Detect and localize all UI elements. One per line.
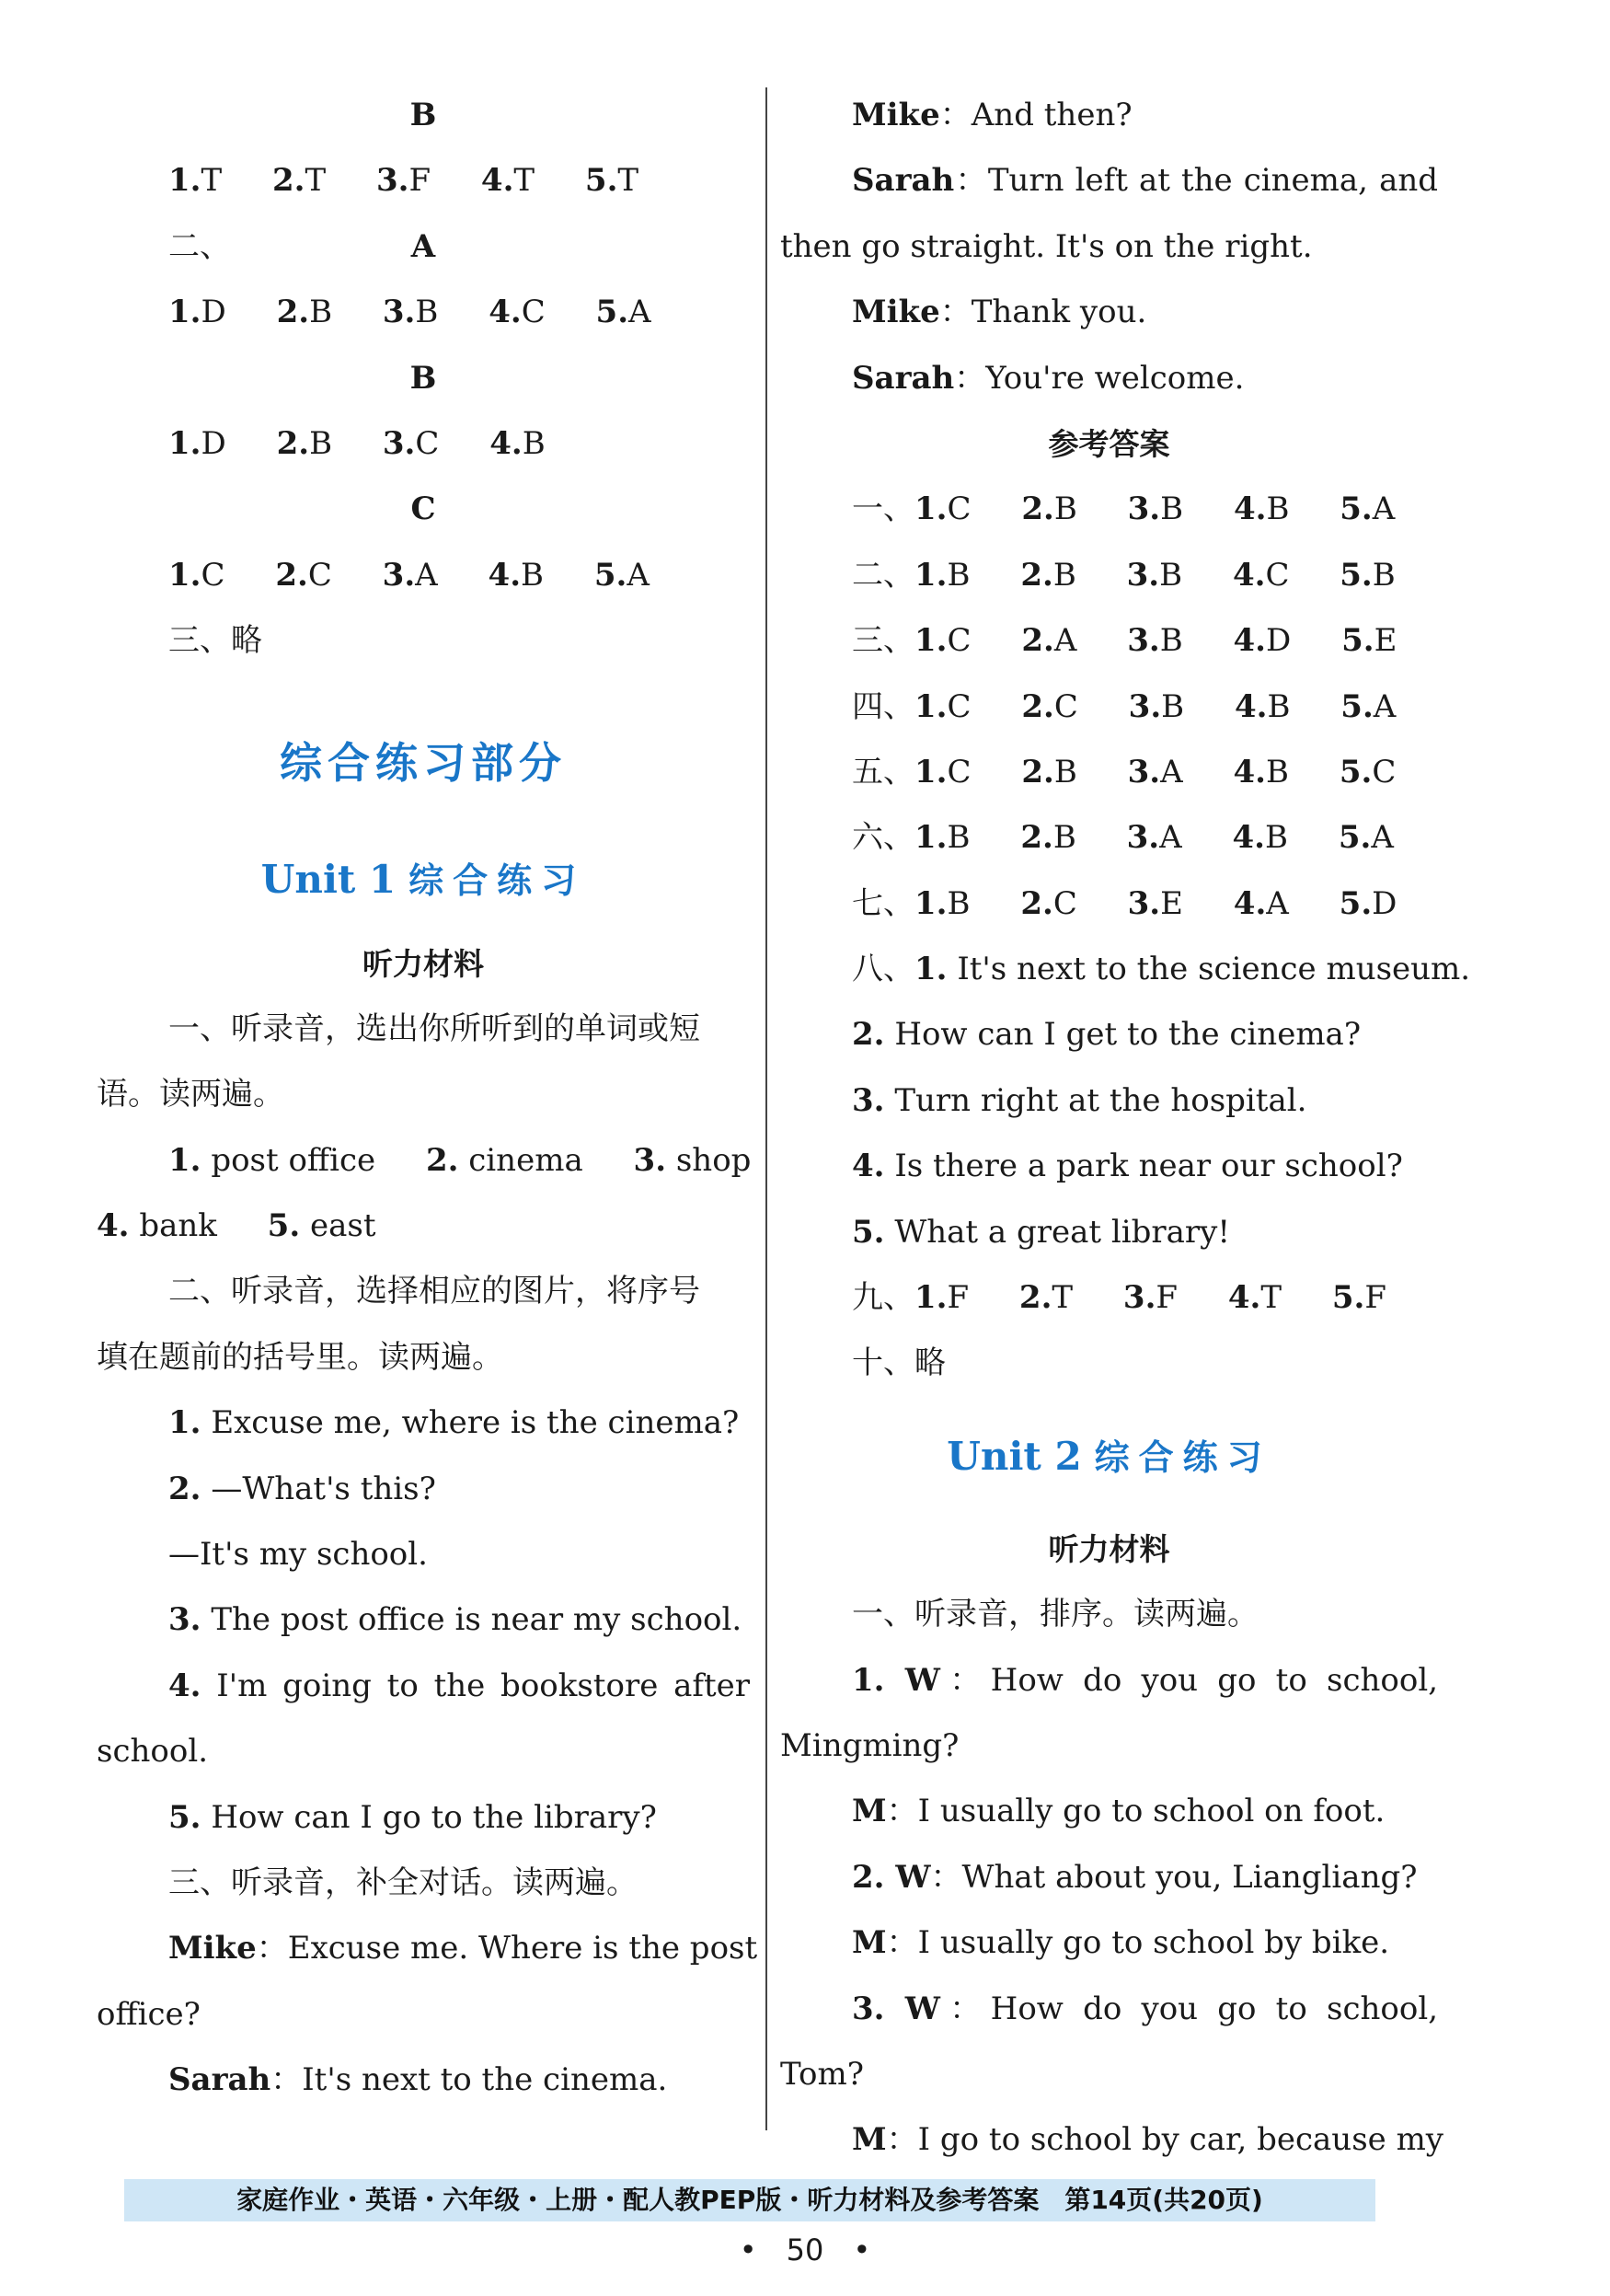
- sentence: 5. How can I go to the library?: [168, 1798, 657, 1836]
- section-ten-omitted: 十、略: [852, 1344, 946, 1382]
- dialogue-line: then go straight. It's on the right.: [780, 227, 1313, 265]
- page-number: • 50 •: [739, 2233, 871, 2267]
- answer-sentence: 八、1. It's next to the science museum.: [852, 951, 1471, 988]
- answer-row: 1.D 2.B 3.B 4.C 5.A: [168, 294, 651, 331]
- answer-row: 1.T 2.T 3.F 4.T 5.T: [168, 162, 639, 200]
- dialogue-line: 2. W：What about you, Liangliang?: [852, 1858, 1418, 1896]
- section-two-heading: 二、 A: [168, 227, 436, 265]
- sentence: 2. —What's this?: [168, 1470, 436, 1507]
- dialogue-line: office?: [97, 1995, 201, 2033]
- answer-sentence: 4. Is there a park near our school?: [852, 1148, 1403, 1185]
- answer-sentence: 2. How can I get to the cinema?: [852, 1016, 1362, 1054]
- sentence: school.: [97, 1733, 209, 1771]
- word-list: 1. post office 2. cinema 3. shop: [168, 1141, 752, 1179]
- part-b-heading: B: [409, 97, 437, 133]
- word-list: 4. bank 5. east: [97, 1207, 376, 1245]
- column-divider: [765, 87, 767, 2130]
- right-column: [780, 83, 1471, 2174]
- answer-sentence: 5. What a great library!: [852, 1213, 1231, 1251]
- dialogue-line: Tom?: [780, 2055, 864, 2093]
- answer-row: 七、1.B 2.C 3.E 4.A 5.D: [852, 884, 1397, 922]
- listening-title: 听力材料: [362, 945, 484, 982]
- sentence: 1. Excuse me, where is the cinema?: [168, 1404, 740, 1442]
- answer-row: 二、1.B 2.B 3.B 4.C 5.B: [852, 556, 1396, 594]
- unit1-title: Unit 1 综合练习: [260, 856, 586, 902]
- answer-row: 九、1.F 2.T 3.F 4.T 5.F: [852, 1279, 1386, 1317]
- sentence: —It's my school.: [168, 1536, 428, 1574]
- answer-row: 一、1.C 2.B 3.B 4.B 5.A: [852, 490, 1396, 528]
- unit2-title: Unit 2 综合练习: [947, 1433, 1271, 1479]
- question-two-text: 填在题前的括号里。读两遍。: [97, 1338, 503, 1376]
- listening-title: 听力材料: [1048, 1530, 1170, 1567]
- dialogue-line: Sarah：You're welcome.: [852, 359, 1245, 397]
- left-column: [97, 83, 758, 2114]
- dialogue-line: 1. W：How do you go to school,: [852, 1661, 1439, 1699]
- dialogue-line: Mike：Thank you.: [852, 294, 1147, 331]
- question-two-text: 二、听录音，选择相应的图片，将序号: [168, 1273, 700, 1310]
- answers-title: 参考答案: [1048, 425, 1170, 462]
- dialogue-line: Sarah：Turn left at the cinema, and: [852, 162, 1439, 200]
- part-c-heading: C: [410, 490, 436, 528]
- dialogue-line: Mike：And then?: [852, 97, 1133, 133]
- answer-row: 六、1.B 2.B 3.A 4.B 5.A: [852, 819, 1394, 857]
- answer-row: 1.D 2.B 3.C 4.B: [168, 424, 546, 462]
- answer-row: 五、1.C 2.B 3.A 4.B 5.C: [852, 753, 1397, 790]
- dialogue-line: Mike：Excuse me. Where is the post: [168, 1930, 758, 1967]
- dialogue-line: Sarah：It's next to the cinema.: [168, 2061, 668, 2099]
- sentence: 3. The post office is near my school.: [168, 1601, 742, 1639]
- page-footer: 家庭作业・英语・六年级・上册・配人教PEP版・听力材料及参考答案 第14页(共20页): [124, 2179, 1375, 2221]
- section-three-omitted: 三、略: [168, 622, 262, 660]
- answer-row: 1.C 2.C 3.A 4.B 5.A: [168, 556, 650, 594]
- question-one-text: 一、听录音，排序。读两遍。: [852, 1596, 1259, 1633]
- dialogue-line: 3. W：How do you go to school,: [852, 1990, 1439, 2027]
- dialogue-line: M：I usually go to school on foot.: [852, 1793, 1386, 1830]
- sentence: 4. I'm going to the bookstore after: [168, 1667, 750, 1704]
- answer-row: 四、1.C 2.C 3.B 4.B 5.A: [852, 687, 1397, 725]
- question-three-text: 三、听录音，补全对话。读两遍。: [168, 1863, 638, 1901]
- section-title: 综合练习部分: [280, 737, 567, 788]
- part-b-heading: B: [409, 359, 437, 397]
- answer-row: 三、1.C 2.A 3.B 4.D 5.E: [852, 622, 1397, 660]
- answer-sentence: 3. Turn right at the hospital.: [852, 1081, 1307, 1119]
- dialogue-line: M：I go to school by car, because my: [852, 2121, 1444, 2159]
- dialogue-line: M：I usually go to school by bike.: [852, 1924, 1390, 1962]
- question-one-text: 语。读两遍。: [97, 1076, 284, 1113]
- dialogue-line: Mingming?: [780, 1726, 960, 1764]
- question-one-text: 一、听录音，选出你所听到的单词或短: [168, 1010, 700, 1047]
